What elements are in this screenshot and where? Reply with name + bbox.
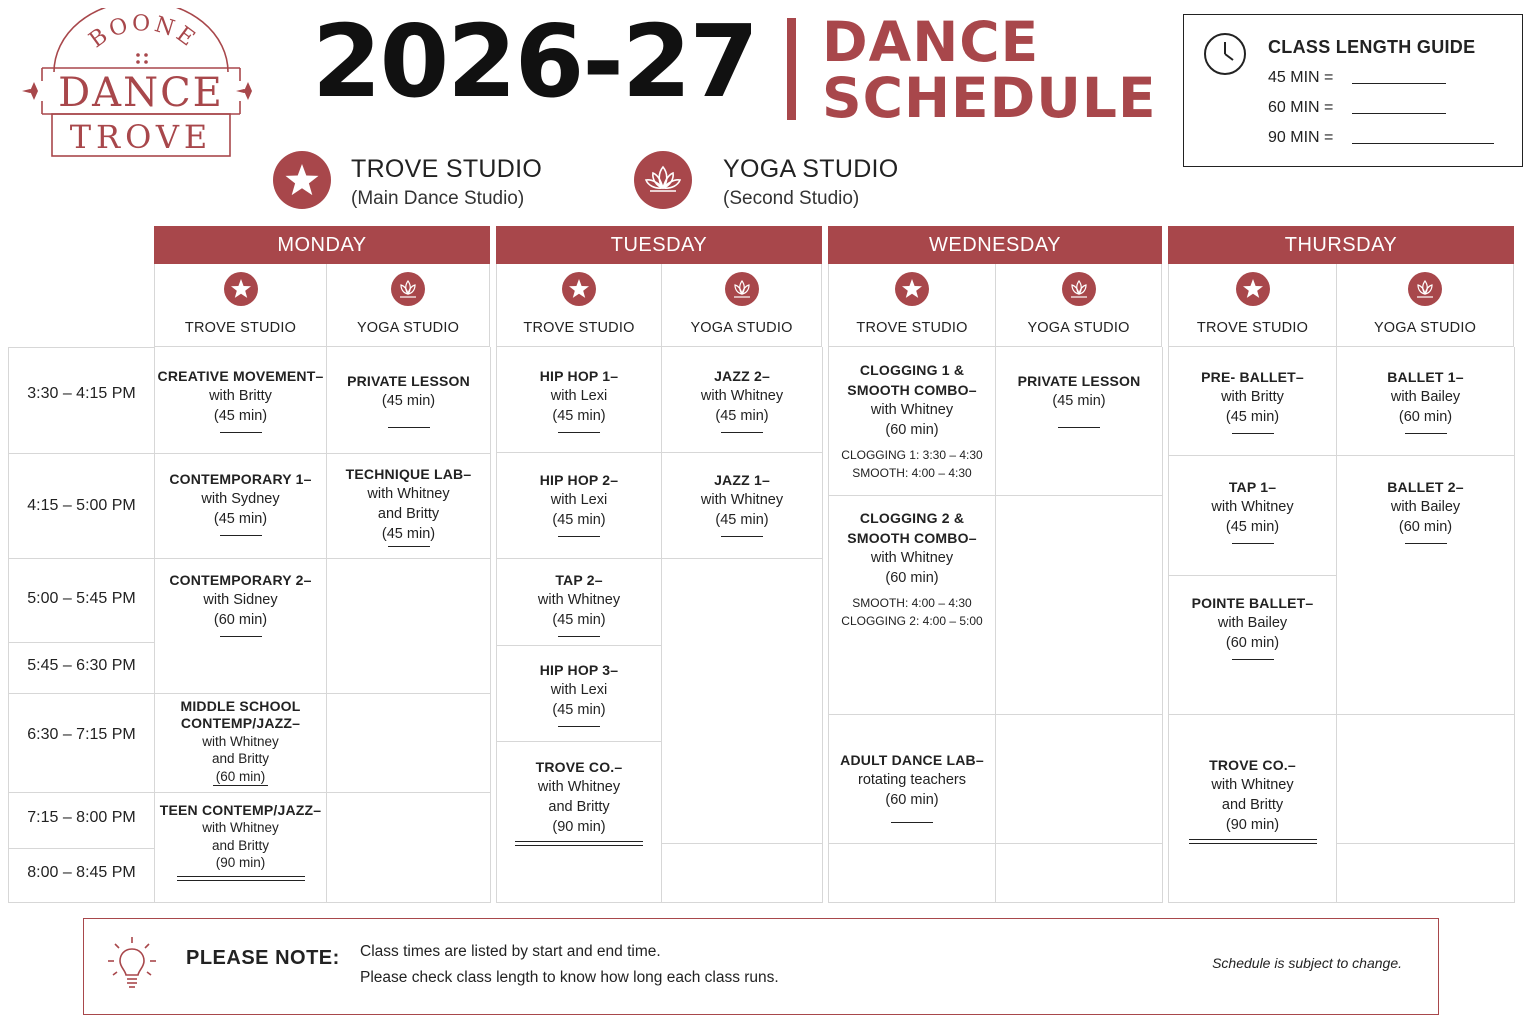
class-teacher: with Whitney xyxy=(1211,498,1294,515)
blank-line xyxy=(721,432,763,433)
class-teacher: with Sydney xyxy=(201,490,280,507)
class-length: (45 min) xyxy=(213,510,268,527)
class-name: CONTEMPORARY 2– xyxy=(169,571,312,588)
blank-line xyxy=(1232,659,1274,660)
class-block-wed-adult-dance-lab[interactable] xyxy=(829,740,995,832)
class-length: (45 min) xyxy=(381,392,436,409)
class-block-tue-jazz-1[interactable] xyxy=(662,458,822,548)
title-line-2: SCHEDULE xyxy=(822,66,1157,130)
class-length: (45 min) xyxy=(1225,518,1280,535)
double-line xyxy=(177,876,305,881)
class-length: (45 min) xyxy=(1052,392,1106,409)
class-length: (60 min) xyxy=(213,768,269,787)
title-divider xyxy=(787,18,796,120)
legend-yoga-subtitle: (Second Studio) xyxy=(723,188,860,209)
class-block-wed-private-lesson[interactable] xyxy=(996,354,1162,444)
note-box xyxy=(83,918,1439,1015)
class-name: HIP HOP 2– xyxy=(539,471,619,488)
class-name: TAP 1– xyxy=(1228,478,1277,495)
class-block-mon-technique-lab[interactable] xyxy=(327,456,490,554)
class-name: BALLET 2– xyxy=(1387,478,1464,495)
class-length: (90 min) xyxy=(215,855,266,870)
class-note: SMOOTH: 4:00 – 4:30 xyxy=(852,466,972,480)
class-name: PRIVATE LESSON xyxy=(1017,372,1141,389)
class-teacher: with Whitney xyxy=(202,733,279,749)
col-label: YOGA STUDIO xyxy=(1373,320,1477,336)
class-teacher-2: and Britty xyxy=(377,505,440,522)
class-name: BALLET 1– xyxy=(1387,368,1464,385)
lotus-icon xyxy=(1408,272,1442,306)
double-line xyxy=(1189,839,1317,844)
class-name: JAZZ 1– xyxy=(714,471,770,488)
blank-line xyxy=(1405,433,1447,434)
note-line-1: Class times are listed by start and end time. xyxy=(360,943,661,960)
class-note: CLOGGING 1: 3:30 – 4:30 xyxy=(841,448,983,462)
class-length: (45 min) xyxy=(1225,408,1280,425)
class-name-2: SMOOTH COMBO– xyxy=(847,530,977,546)
class-teacher: with Britty xyxy=(1221,388,1284,405)
class-block-mon-middle-school[interactable] xyxy=(155,697,326,787)
blank-line xyxy=(558,536,600,537)
class-teacher: with Whitney xyxy=(870,550,954,566)
note-disclaimer: Schedule is subject to change. xyxy=(1212,955,1402,971)
class-note: SMOOTH: 4:00 – 4:30 xyxy=(852,596,972,610)
time-slot: 7:15 – 8:00 PM xyxy=(27,809,136,826)
blank-line xyxy=(1232,433,1274,434)
class-name-2: CONTEMP/JAZZ– xyxy=(180,715,301,732)
class-teacher: with Lexi xyxy=(550,681,608,698)
col-label: YOGA STUDIO xyxy=(356,320,460,336)
col-label: TROVE STUDIO xyxy=(523,320,635,336)
time-slot: 5:45 – 6:30 PM xyxy=(27,657,136,674)
class-name: CLOGGING 2 & xyxy=(859,510,965,526)
title-year: 2026-27 xyxy=(312,3,757,120)
class-block-tue-hip-hop-1[interactable] xyxy=(497,354,661,444)
class-length: (45 min) xyxy=(715,407,769,424)
col-head-wed-yoga xyxy=(995,264,1162,347)
class-block-thu-tap-1[interactable] xyxy=(1169,464,1336,556)
col-head-mon-yoga xyxy=(326,264,490,347)
lotus-icon xyxy=(725,272,759,306)
time-slot: 6:30 – 7:15 PM xyxy=(27,726,136,743)
class-block-thu-ballet-1[interactable] xyxy=(1337,354,1514,446)
blank-line xyxy=(388,546,430,547)
class-name: TROVE CO.– xyxy=(535,758,623,775)
class-teacher: with Britty xyxy=(209,387,272,404)
guide-title: CLASS LENGTH GUIDE xyxy=(1268,37,1476,57)
legend-trove-title: TROVE STUDIO xyxy=(351,155,543,183)
class-teacher-2: and Britty xyxy=(548,798,610,815)
svg-text:BOONE xyxy=(85,11,202,53)
class-teacher: with Whitney xyxy=(537,778,621,795)
logo-middle-text: DANCE xyxy=(58,70,224,116)
class-length: (45 min) xyxy=(213,407,268,424)
class-teacher: with Lexi xyxy=(550,387,608,404)
time-slot: 5:00 – 5:45 PM xyxy=(27,590,136,607)
class-teacher: with Whitney xyxy=(367,485,450,502)
class-teacher: with Bailey xyxy=(1390,388,1461,405)
title-line-1: DANCE xyxy=(822,10,1040,74)
class-length: (45 min) xyxy=(381,525,436,542)
guide-row-45: 45 MIN = xyxy=(1268,69,1334,86)
lightbulb-icon xyxy=(106,935,158,993)
class-teacher: with Whitney xyxy=(700,491,784,508)
col-head-wed-trove xyxy=(828,264,995,347)
star-icon xyxy=(1236,272,1270,306)
class-length: (45 min) xyxy=(552,701,606,718)
title-text xyxy=(822,10,1157,130)
class-block-tue-tap-2[interactable] xyxy=(497,563,661,643)
blank-line xyxy=(558,726,600,727)
class-name: HIP HOP 3– xyxy=(539,661,619,678)
class-name: TROVE CO.– xyxy=(1209,756,1296,773)
col-label: TROVE STUDIO xyxy=(184,320,297,336)
class-block-mon-creative-movement[interactable] xyxy=(155,354,326,444)
class-name: TEEN CONTEMP/JAZZ– xyxy=(159,801,322,818)
class-teacher: with Bailey xyxy=(1390,498,1461,515)
class-length: (60 min) xyxy=(885,422,939,438)
col-head-mon-trove xyxy=(154,264,326,347)
day-header-tuesday: TUESDAY xyxy=(496,226,822,264)
class-length: (45 min) xyxy=(552,511,606,528)
col-head-tue-trove xyxy=(496,264,661,347)
class-block-thu-pointe-ballet[interactable] xyxy=(1169,580,1336,672)
note-label: PLEASE NOTE: xyxy=(186,947,340,969)
class-name: HIP HOP 1– xyxy=(539,367,619,384)
time-slot: 4:15 – 5:00 PM xyxy=(27,497,136,514)
blank-line xyxy=(388,427,430,428)
col-label: YOGA STUDIO xyxy=(1027,320,1130,336)
class-length: (45 min) xyxy=(552,407,606,424)
time-slot: 8:00 – 8:45 PM xyxy=(27,864,136,881)
class-teacher: with Whitney xyxy=(870,402,954,418)
class-name: ADULT DANCE LAB– xyxy=(840,751,984,768)
class-length: (60 min) xyxy=(885,791,939,808)
class-teacher-2: and Britty xyxy=(211,837,270,853)
blank-line xyxy=(558,432,600,433)
class-name: CONTEMPORARY 1– xyxy=(169,470,312,487)
class-name: JAZZ 2– xyxy=(714,367,770,384)
lotus-icon xyxy=(391,272,425,306)
lotus-icon xyxy=(634,151,692,209)
guide-row-90: 90 MIN = xyxy=(1268,129,1334,146)
col-label: YOGA STUDIO xyxy=(690,320,793,336)
blank-line xyxy=(1058,427,1100,428)
class-length: (90 min) xyxy=(1225,816,1280,833)
class-name: POINTE BALLET– xyxy=(1191,594,1314,611)
legend-yoga-title: YOGA STUDIO xyxy=(723,155,899,183)
class-name: TAP 2– xyxy=(555,571,603,588)
guide-blank-90[interactable] xyxy=(1352,143,1494,144)
day-header-wednesday: WEDNESDAY xyxy=(828,226,1162,264)
class-length-guide xyxy=(1183,14,1523,167)
col-head-tue-yoga xyxy=(661,264,822,347)
class-teacher: with Whitney xyxy=(700,387,784,404)
blank-line xyxy=(558,636,600,637)
class-teacher: with Sidney xyxy=(203,591,278,608)
guide-blank-45[interactable] xyxy=(1352,83,1446,84)
class-teacher: with Whitney xyxy=(537,591,621,608)
class-name: CREATIVE MOVEMENT– xyxy=(157,367,324,384)
time-slot: 3:30 – 4:15 PM xyxy=(27,385,136,402)
class-name: TECHNIQUE LAB– xyxy=(345,465,472,482)
class-block-thu-ballet-2[interactable] xyxy=(1337,464,1514,556)
day-header-thursday: THURSDAY xyxy=(1168,226,1514,264)
logo-bottom-text: TROVE xyxy=(69,118,213,156)
class-block-wed-clogging-1[interactable] xyxy=(829,354,995,488)
lotus-icon xyxy=(1062,272,1096,306)
class-length: (45 min) xyxy=(552,611,606,628)
class-teacher: with Whitney xyxy=(1211,776,1294,793)
blank-line xyxy=(220,535,262,536)
blank-line xyxy=(220,432,262,433)
class-note: CLOGGING 2: 4:00 – 5:00 xyxy=(841,614,983,628)
legend-trove-subtitle: (Main Dance Studio) xyxy=(351,188,525,209)
class-teacher: with Bailey xyxy=(1217,614,1288,631)
class-length: (60 min) xyxy=(1225,634,1280,651)
class-block-wed-clogging-2[interactable] xyxy=(829,504,995,634)
class-block-tue-jazz-2[interactable] xyxy=(662,354,822,444)
guide-row-60: 60 MIN = xyxy=(1268,99,1334,116)
class-name: MIDDLE SCHOOL xyxy=(180,697,301,714)
class-length: (60 min) xyxy=(1398,408,1453,425)
clock-icon xyxy=(1202,31,1248,77)
class-block-thu-trove-co[interactable] xyxy=(1169,748,1336,850)
star-icon xyxy=(273,151,331,209)
col-head-thu-trove xyxy=(1168,264,1336,347)
blank-line xyxy=(1232,543,1274,544)
blank-line xyxy=(721,536,763,537)
class-length: (60 min) xyxy=(213,611,268,628)
class-name-2: SMOOTH COMBO– xyxy=(847,382,977,398)
col-label: TROVE STUDIO xyxy=(856,320,968,336)
day-header-monday: MONDAY xyxy=(154,226,490,264)
class-length: (90 min) xyxy=(552,818,606,835)
star-icon xyxy=(224,272,258,306)
class-teacher: with Whitney xyxy=(202,820,279,835)
class-block-mon-teen-contemp[interactable] xyxy=(155,798,326,884)
col-head-thu-yoga xyxy=(1336,264,1514,347)
class-block-mon-private-lesson[interactable] xyxy=(327,354,490,444)
star-icon xyxy=(895,272,929,306)
class-name: PRIVATE LESSON xyxy=(347,372,470,389)
class-length: (60 min) xyxy=(885,570,939,586)
class-teacher: rotating teachers xyxy=(857,771,966,788)
class-teacher: with Lexi xyxy=(550,491,608,508)
star-icon xyxy=(562,272,596,306)
class-teacher-2: and Britty xyxy=(211,751,270,767)
class-block-tue-hip-hop-2[interactable] xyxy=(497,458,661,548)
blank-line xyxy=(1405,543,1447,544)
class-block-mon-contemporary-1[interactable] xyxy=(155,456,326,548)
blank-line xyxy=(220,636,262,637)
logo xyxy=(18,8,263,160)
logo-top-text: BOONE xyxy=(84,11,202,54)
guide-blank-60[interactable] xyxy=(1352,113,1446,114)
class-name: CLOGGING 1 & xyxy=(859,362,965,378)
class-block-mon-contemporary-2[interactable] xyxy=(155,563,326,643)
class-block-tue-trove-co[interactable] xyxy=(497,750,661,852)
class-name: PRE- BALLET– xyxy=(1201,368,1304,385)
col-label: TROVE STUDIO xyxy=(1196,320,1309,336)
double-line xyxy=(515,841,643,846)
class-block-tue-hip-hop-3[interactable] xyxy=(497,650,661,736)
note-line-2: Please check class length to know how long each class runs. xyxy=(360,969,779,986)
class-length: (45 min) xyxy=(715,511,769,528)
class-block-thu-pre-ballet[interactable] xyxy=(1169,354,1336,446)
class-length: (60 min) xyxy=(1398,518,1453,535)
class-teacher-2: and Britty xyxy=(1221,796,1284,813)
blank-line xyxy=(891,822,933,823)
